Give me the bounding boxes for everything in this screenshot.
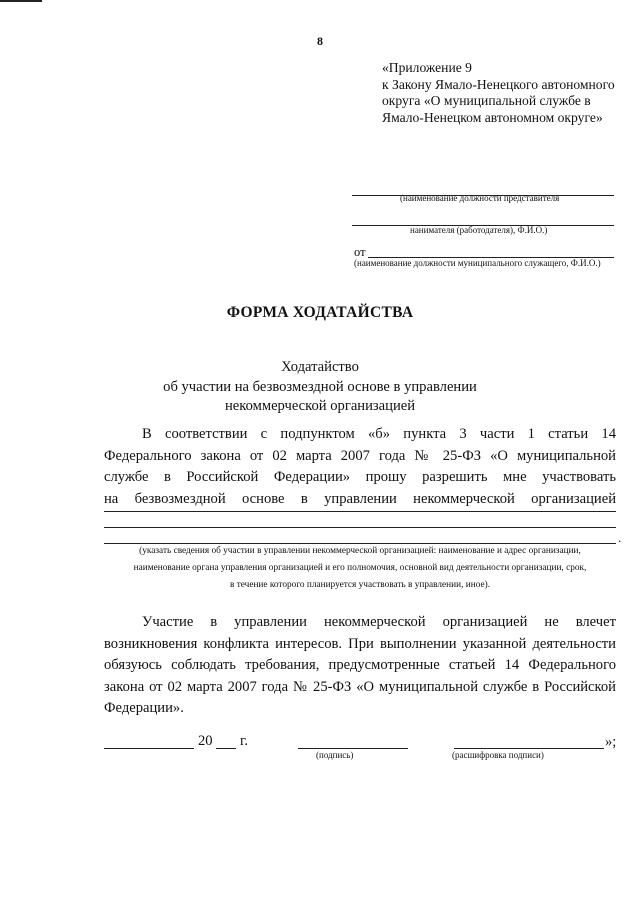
form-title: ФОРМА ХОДАТАЙСТВА (226, 304, 414, 321)
paragraph-line: Федерации». (104, 700, 184, 716)
appendix-line: «Приложение 9 (382, 60, 472, 75)
closing-quote: »; (605, 734, 617, 750)
note-line: (указать сведения об участии в управлении некоммерческой организацией: наименование и адрес организации, (139, 546, 581, 556)
date-line[interactable] (104, 748, 194, 749)
petition-title-line: Ходатайство (281, 359, 359, 375)
paragraph-line: службе в Российской Федерации» прошу разрешить мне участвовать (104, 469, 616, 485)
trailing-dot: . (618, 530, 622, 545)
petition-title-line: об участии на безвозмездной основе в управлении (163, 378, 477, 395)
organization-details-line[interactable] (104, 511, 616, 512)
scan-corner-mark (0, 0, 42, 2)
paragraph-line: возникновения конфликта интересов. При выполнении указанной деятельности (104, 635, 616, 652)
petition-title-line: некоммерческой организацией (224, 398, 416, 414)
employer-position-caption: (наименование должности представителя (400, 193, 560, 203)
paragraph-line: обязуюсь соблюдать требования, предусмотренные статьей 14 Федерального (104, 657, 616, 673)
signature-caption: (подпись) (316, 750, 354, 760)
appendix-reference (382, 60, 632, 126)
employee-caption: (наименование должности муниципального служащего, Ф.И.О.) (354, 258, 601, 268)
note-line: наименование органа управления организацией и его полномочия, основной вид деятельности организации, срок, (133, 563, 587, 573)
appendix-line: Ямало-Ненецком автономном округе» (382, 109, 603, 125)
paragraph-line: Федерального закона от 02 марта 2007 года № 25-ФЗ «О муниципальной (104, 447, 616, 464)
petition-title (0, 358, 640, 417)
signature-decoding-caption: (расшифровка подписи) (452, 750, 544, 760)
year-prefix: 20 (198, 733, 213, 749)
paragraph-line: на безвозмездной основе в управлении некоммерческой организацией (104, 490, 616, 507)
employer-name-caption: нанимателя (работодателя), Ф.И.О.) (410, 225, 548, 235)
appendix-line: округа «О муниципальной службе в (382, 93, 591, 108)
organization-details-note (104, 543, 616, 594)
note-line: в течение которого планируется участвовать в управлении, иное). (229, 580, 491, 590)
appendix-line: к Закону Ямало-Ненецкого автономного (382, 76, 615, 92)
paragraph-line: В соответствии с подпунктом «б» пункта 3 части 1 статьи 14 (142, 426, 616, 442)
paragraph-line: закона от 02 марта 2007 года № 25-ФЗ «О муниципальной службе в Российской (104, 678, 616, 695)
page-number: 8 (317, 34, 323, 48)
organization-details-line[interactable] (104, 527, 616, 528)
from-label: от (354, 245, 366, 259)
paragraph-line: Участие в управлении некоммерческой организацией не влечет (142, 614, 616, 630)
signature-decoding-line[interactable] (454, 748, 604, 749)
year-suffix: г. (240, 733, 248, 749)
year-digits-line[interactable] (216, 748, 236, 749)
signature-line[interactable] (298, 748, 408, 749)
petition-paragraph (104, 424, 616, 510)
conflict-paragraph (104, 612, 616, 720)
